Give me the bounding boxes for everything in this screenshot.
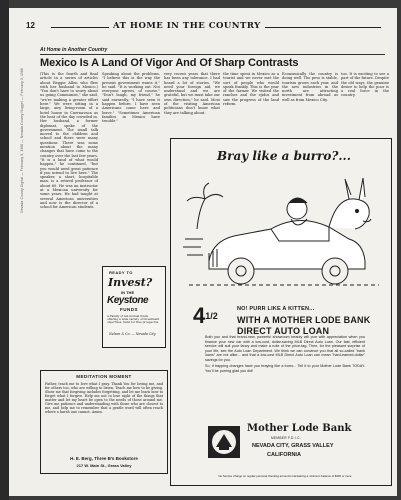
ad-fine-print: No Service Charge on regular personal checking accounts maintaining a minimum balance of $300 or more [218,474,352,478]
meditation-box [40,370,168,474]
article-column-2: Speaking about the problems, "I believe this is the way the present government wants it," he said. "It is working out. Not everyone agrees, of course." "Don't laugh, my friend," he said earnestly, "I have seen it happen before. I have seen Americans come here and leave." "Sometimes American families in Mexico have trouble." [102,72,160,124]
invest-ready: READY TO [109,270,133,275]
section-rule [40,54,385,55]
bank-name: Mother Lode Bank [247,423,352,434]
invest-heading: Invest? [108,276,153,289]
invest-signature: Nelson & Co. — Nevada City [109,332,156,336]
invest-description: A Family of ten mutual funds offering a wide variety of investment objectives. Send for free prospectus. [107,314,160,325]
newspaper-page [9,8,397,496]
page-number: 12 [26,21,35,30]
ad-subhead-1: NO! PURR LIKE A KITTEN... [237,306,315,312]
page-title: AT HOME IN THE COUNTRY [109,21,265,31]
ad-headline: Bray like a burro?... [217,149,351,163]
article-headline: Mexico Is A Land Of Vigor And Of Sharp Contrasts [40,57,299,69]
meditation-text: Father, teach me to love what I pray. Thank You for loving me, and for others too, who are willing to listen. Teach me how to be giving. Show me that forgiving includes forgetting, and let me learn how to forget what I forgive. Help me not to lose sight of the things that matter and let my heart be open to the needs of those around me. Give me patience and understanding with those who are closest to me, and help me to remember that a gentle word will often reach where a harsh one cannot. Amen. [45,382,163,414]
meditation-address: 217 W. Main St., Grass Valley [76,463,132,468]
article-column-5: Economically the country is doing well. The peso is stable, tourism grows each year, and the new industries in the north are attracting investment from abroad as well as from Mexico City. [282,72,338,102]
ad-subhead-2: WITH A MOTHER LODE BANK [237,315,371,325]
article-column-1: (This is the fourth and final article in a series of articles about Reggie Allen who flew with her husband to Mexico.) "You don't have to worry about us going Communist," she said, "we're making a greater effort here." We were sitting in a large, airy living-room of a hotel house in Cuernavaca as the heat of the day crowded in. Her husband, a former diplomat, spoke of the government. The small talk moved to the children and school and there were many questions. There was some mention about the many changes that have come to the country over the last few years. "It is a land of what would happen," he continued, "but you would need great patience if you intend to live here." The speaker, a short, hospitable man, is a retired professor of about 60. He was an instructor at a Mexican university for some years. He had taught at several American universities and now is the director of a school for American students. [40,72,98,210]
bank-state: CALIFORNIA [267,452,301,458]
bank-fdic: MEMBER F.D.I.C. [271,436,301,440]
keystone-funds-ad [102,266,166,348]
spine-caption: Nevada County Digital — February 3, 1966 — Nevada County Nugget — February 3, 1966 [20,68,24,213]
meditation-title: MEDITATION MOMENT [76,374,132,379]
article-column-6: too. It is exciting to see a part of the future. Despite the old ways, the genuine desire to help the poor is a real force in the country. [341,72,389,98]
ad-subhead-3: DIRECT AUTO LOAN [237,326,330,336]
bank-auto-loan-ad [170,138,392,486]
article-column-3: very recent years that there has been any tolerance. I had heard a lot of stories. "We need your foreign aid, we understand and we are grateful, but we must take our own direction," he said. Most of the visiting American politicians don't know what they are talking about. [164,72,220,115]
section-label: At Home in Another Country [40,47,108,53]
ad-body: Both you and that brand-new, powerful showroom beauty will purr with appreciation when you finance your new car with a low-cost, dollar-saving MLB Direct Auto Loan. Our fast, efficient service will suit your fancy and make a note of the price-tag. Then, for the pleasant surprise of your life, see the Auto Loan Department. We think we can convince you that all so-called "bank loans" are not alike... and that a low-cost MLB Direct Auto Loan can mean "hard-earned-dollar" savings for you. So, if trapping changes have you braying like a burro... Tell it to your Mother Lode Bank TODAY. You'll be purring glad you did! [205,335,365,373]
bank-cities: NEVADA CITY, GRASS VALLEY [252,443,334,449]
article-column-4: the time spent in Mexico as a tourist and we never met the sort of people who would speak frankly. This is the year of the farmer. We visited the ranches and the ejidos and saw the progress of the land reform. [223,72,279,107]
burro-car-illustration-icon [179,169,383,299]
invest-funds: FUNDS [120,307,138,312]
binding-spine [0,0,9,500]
meditation-sponsor: H. E. Berg, Three B's Bookstore [70,456,138,461]
invest-in: IN THE [121,290,135,295]
keystone-logo-text: Keystone [107,295,149,306]
interest-rate: $4^{1/2}$ [193,303,218,328]
bank-seal-icon [207,425,241,459]
